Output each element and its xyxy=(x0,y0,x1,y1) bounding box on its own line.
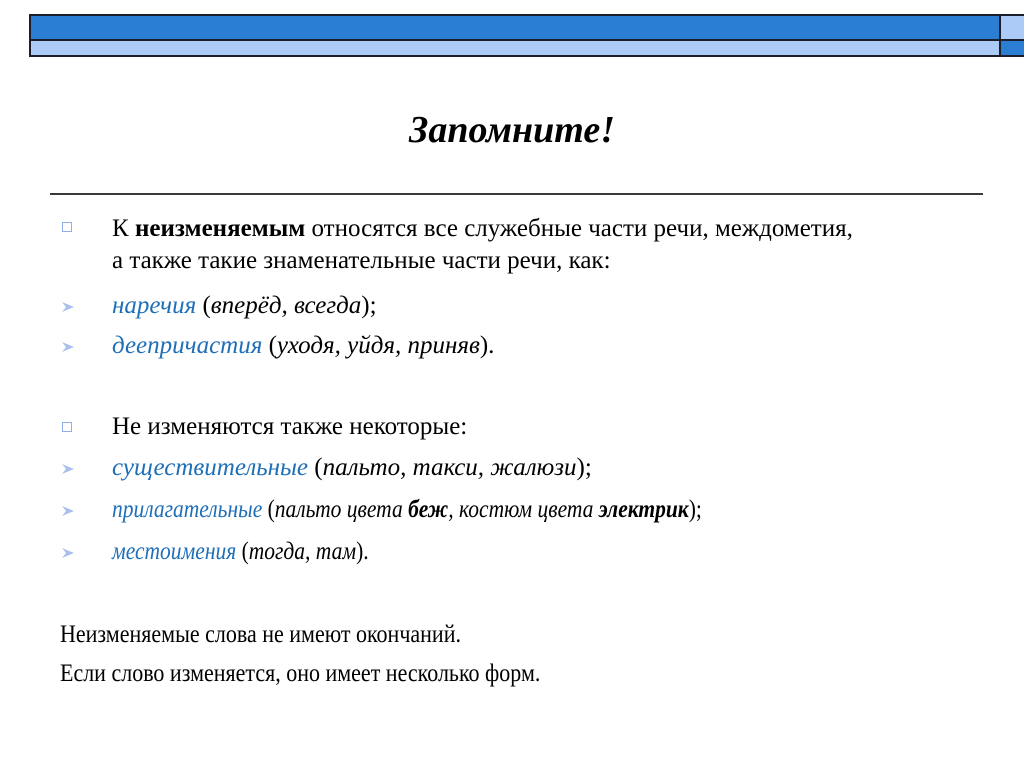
arrow-bullet-icon xyxy=(61,505,75,517)
term: наречия xyxy=(112,292,197,319)
arrow-bullet-icon xyxy=(61,301,75,313)
pronouns-content xyxy=(112,537,369,567)
square-bullet-icon xyxy=(62,222,72,232)
paren: ( xyxy=(196,292,211,319)
header-bar-bottom xyxy=(29,39,1001,57)
section1-intro xyxy=(112,214,853,244)
paren: ); xyxy=(576,454,592,481)
term: существительные xyxy=(112,454,309,481)
conclusion-line-2 xyxy=(60,659,606,689)
header-corner-top xyxy=(999,14,1024,41)
section2-intro: Не изменяются также некоторые: xyxy=(112,413,468,440)
arrow-bullet-icon xyxy=(61,547,75,559)
text: относятся все служебные части речи, междометия, xyxy=(305,215,853,242)
bold-term: неизменяемым xyxy=(134,215,306,242)
arrow-bullet-icon xyxy=(61,341,75,353)
bold-example: электрик xyxy=(598,496,689,523)
paren: ( xyxy=(236,538,249,565)
header-decoration-bar xyxy=(29,14,1005,57)
header-corner-bottom xyxy=(999,39,1024,57)
paren: ); xyxy=(361,292,377,319)
term: прилагательные xyxy=(112,496,263,523)
examples: уходя, уйдя, приняв xyxy=(276,332,480,359)
adjectives-content xyxy=(112,495,702,525)
paren: ( xyxy=(262,496,275,523)
paren: ). xyxy=(356,538,369,565)
list-item-pronouns xyxy=(112,537,410,567)
examples: , костюм цвета xyxy=(448,496,599,523)
list-item-adverbs xyxy=(112,291,377,321)
term: деепричастия xyxy=(112,332,263,359)
list-item-gerunds xyxy=(112,331,494,361)
header-bar-top xyxy=(29,14,1001,41)
paren: ( xyxy=(262,332,277,359)
examples: тогда, там xyxy=(248,538,357,565)
section1-intro-line2: а также такие знаменательные части речи, как: xyxy=(112,247,611,274)
examples: вперёд, всегда xyxy=(210,292,362,319)
list-item-nouns xyxy=(112,453,592,483)
bold-example: беж xyxy=(408,496,449,523)
arrow-bullet-icon xyxy=(61,463,75,475)
paren: ); xyxy=(688,496,702,523)
square-bullet-icon xyxy=(62,422,72,432)
slide-title: Запомните! xyxy=(409,109,615,151)
conclusion-line-1 xyxy=(60,620,516,650)
text: Если слово изменяется, оно имеет несколько форм. xyxy=(60,660,541,687)
examples: пальто, такси, жалюзи xyxy=(322,454,577,481)
paren: ( xyxy=(308,454,323,481)
text: К xyxy=(112,215,135,242)
text: Неизменяемые слова не имеют окончаний. xyxy=(60,621,461,648)
term: местоимения xyxy=(112,538,237,565)
paren: ). xyxy=(479,332,495,359)
list-item-adjectives xyxy=(112,495,798,525)
examples: пальто цвета xyxy=(274,496,409,523)
title-divider xyxy=(50,193,983,195)
